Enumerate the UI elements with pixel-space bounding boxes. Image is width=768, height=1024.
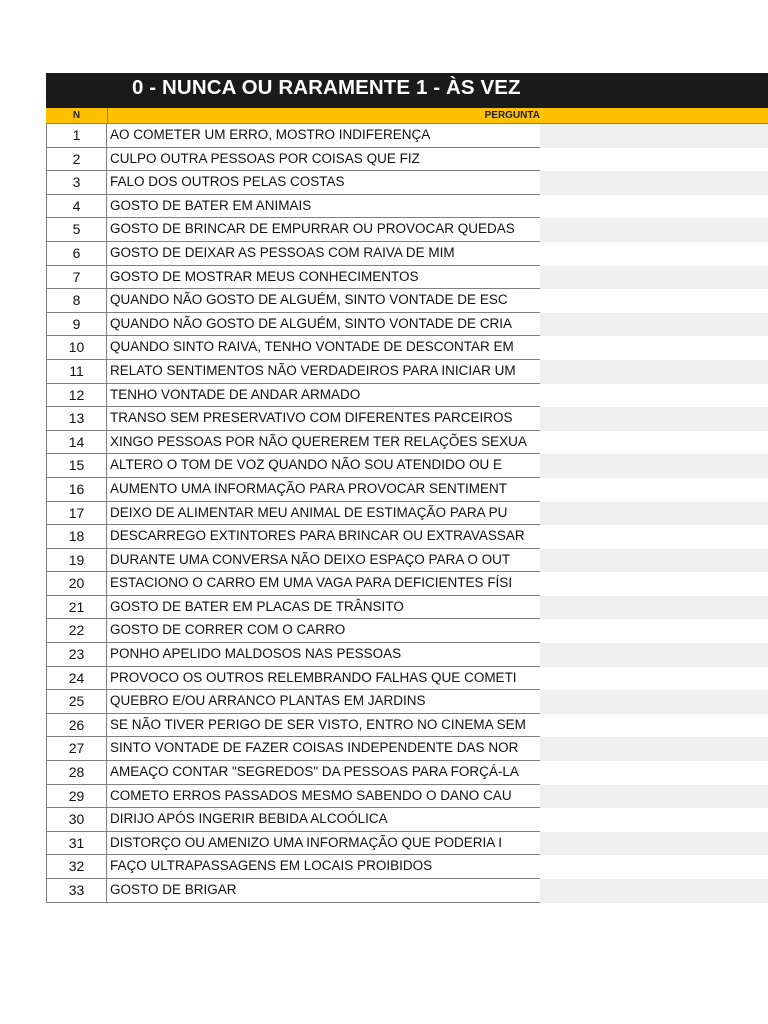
question-text: GOSTO DE CORRER COM O CARRO (107, 619, 540, 643)
row-number: 20 (46, 572, 107, 596)
answer-area (540, 124, 768, 148)
answer-area (540, 737, 768, 761)
row-number: 2 (46, 148, 107, 172)
answer-area (540, 148, 768, 172)
answer-area (540, 855, 768, 879)
table-row (46, 148, 768, 172)
table-row (46, 737, 768, 761)
title-bar (46, 73, 768, 108)
answer-area (540, 218, 768, 242)
question-text: GOSTO DE BRINCAR DE EMPURRAR OU PROVOCAR QUEDAS (107, 218, 540, 242)
question-rows (46, 124, 768, 903)
table-row (46, 360, 768, 384)
row-number: 29 (46, 785, 107, 809)
question-text: DURANTE UMA CONVERSA NÃO DEIXO ESPAÇO PARA O OUT (107, 549, 540, 573)
table-row (46, 431, 768, 455)
column-header-n: N (46, 108, 108, 123)
answer-area (540, 171, 768, 195)
answer-area (540, 336, 768, 360)
answer-area (540, 478, 768, 502)
question-text: QUANDO NÃO GOSTO DE ALGUÉM, SINTO VONTADE DE ESC (107, 289, 540, 313)
row-number: 13 (46, 407, 107, 431)
question-text: AMEAÇO CONTAR "SEGREDOS" DA PESSOAS PARA FORÇÁ-LA (107, 761, 540, 785)
question-text: QUANDO NÃO GOSTO DE ALGUÉM, SINTO VONTADE DE CRIA (107, 313, 540, 337)
table-row (46, 454, 768, 478)
row-number: 6 (46, 242, 107, 266)
question-text: GOSTO DE BATER EM PLACAS DE TRÂNSITO (107, 596, 540, 620)
answer-area (540, 667, 768, 691)
question-text: TRANSO SEM PRESERVATIVO COM DIFERENTES PARCEIROS (107, 407, 540, 431)
table-row (46, 761, 768, 785)
answer-area (540, 502, 768, 526)
table-row (46, 478, 768, 502)
table-row (46, 832, 768, 856)
row-number: 12 (46, 384, 107, 408)
question-text: RELATO SENTIMENTOS NÃO VERDADEIROS PARA INICIAR UM (107, 360, 540, 384)
table-row (46, 596, 768, 620)
table-row (46, 171, 768, 195)
answer-area (540, 572, 768, 596)
row-number: 5 (46, 218, 107, 242)
question-text: COMETO ERROS PASSADOS MESMO SABENDO O DANO CAU (107, 785, 540, 809)
answer-area (540, 643, 768, 667)
answer-area (540, 808, 768, 832)
question-text: FAÇO ULTRAPASSAGENS EM LOCAIS PROIBIDOS (107, 855, 540, 879)
row-number: 17 (46, 502, 107, 526)
answer-area (540, 407, 768, 431)
question-text: QUANDO SINTO RAIVA, TENHO VONTADE DE DESCONTAR EM (107, 336, 540, 360)
table-row (46, 242, 768, 266)
table-row (46, 714, 768, 738)
answer-area (540, 242, 768, 266)
table-row (46, 124, 768, 148)
table-row (46, 289, 768, 313)
column-header-question: PERGUNTA (484, 110, 540, 121)
row-number: 8 (46, 289, 107, 313)
row-number: 26 (46, 714, 107, 738)
question-text: GOSTO DE BATER EM ANIMAIS (107, 195, 540, 219)
question-text: AO COMETER UM ERRO, MOSTRO INDIFERENÇA (107, 124, 540, 148)
question-text: GOSTO DE MOSTRAR MEUS CONHECIMENTOS (107, 266, 540, 290)
question-text: DIRIJO APÓS INGERIR BEBIDA ALCOÓLICA (107, 808, 540, 832)
row-number: 33 (46, 879, 107, 903)
question-text: TENHO VONTADE DE ANDAR ARMADO (107, 384, 540, 408)
row-number: 7 (46, 266, 107, 290)
row-number: 27 (46, 737, 107, 761)
answer-area (540, 714, 768, 738)
answer-area (540, 619, 768, 643)
answer-area (540, 690, 768, 714)
table-row (46, 785, 768, 809)
table-row (46, 690, 768, 714)
table-row (46, 407, 768, 431)
row-number: 28 (46, 761, 107, 785)
sheet-title: 0 - NUNCA OU RARAMENTE 1 - ÀS VEZ (132, 76, 521, 99)
question-text: SE NÃO TIVER PERIGO DE SER VISTO, ENTRO NO CINEMA SEM (107, 714, 540, 738)
row-number: 24 (46, 667, 107, 691)
table-row (46, 218, 768, 242)
question-text: PONHO APELIDO MALDOSOS NAS PESSOAS (107, 643, 540, 667)
table-row (46, 502, 768, 526)
answer-area (540, 360, 768, 384)
question-text: SINTO VONTADE DE FAZER COISAS INDEPENDENTE DAS NOR (107, 737, 540, 761)
row-number: 23 (46, 643, 107, 667)
table-row (46, 619, 768, 643)
answer-area (540, 289, 768, 313)
column-header-row (46, 108, 768, 124)
row-number: 21 (46, 596, 107, 620)
table-row (46, 525, 768, 549)
answer-area (540, 785, 768, 809)
question-text: ESTACIONO O CARRO EM UMA VAGA PARA DEFICIENTES FÍSI (107, 572, 540, 596)
answer-area (540, 832, 768, 856)
row-number: 11 (46, 360, 107, 384)
table-row (46, 643, 768, 667)
row-number: 32 (46, 855, 107, 879)
answer-area (540, 266, 768, 290)
row-number: 25 (46, 690, 107, 714)
row-number: 22 (46, 619, 107, 643)
row-number: 19 (46, 549, 107, 573)
table-row (46, 266, 768, 290)
table-row (46, 879, 768, 903)
row-number: 1 (46, 124, 107, 148)
row-number: 31 (46, 832, 107, 856)
question-text: DISTORÇO OU AMENIZO UMA INFORMAÇÃO QUE PODERIA I (107, 832, 540, 856)
row-number: 16 (46, 478, 107, 502)
table-row (46, 572, 768, 596)
answer-area (540, 761, 768, 785)
row-number: 30 (46, 808, 107, 832)
row-number: 18 (46, 525, 107, 549)
question-text: DESCARREGO EXTINTORES PARA BRINCAR OU EXTRAVASSAR (107, 525, 540, 549)
question-text: GOSTO DE BRIGAR (107, 879, 540, 903)
answer-area (540, 525, 768, 549)
answer-area (540, 596, 768, 620)
answer-area (540, 313, 768, 337)
question-text: GOSTO DE DEIXAR AS PESSOAS COM RAIVA DE MIM (107, 242, 540, 266)
question-text: FALO DOS OUTROS PELAS COSTAS (107, 171, 540, 195)
question-text: CULPO OUTRA PESSOAS POR COISAS QUE FIZ (107, 148, 540, 172)
row-number: 4 (46, 195, 107, 219)
answer-area (540, 454, 768, 478)
row-number: 9 (46, 313, 107, 337)
answer-area (540, 195, 768, 219)
row-number: 14 (46, 431, 107, 455)
questionnaire-sheet (46, 73, 768, 903)
table-row (46, 667, 768, 691)
table-row (46, 384, 768, 408)
table-row (46, 855, 768, 879)
table-row (46, 336, 768, 360)
row-number: 10 (46, 336, 107, 360)
question-text: DEIXO DE ALIMENTAR MEU ANIMAL DE ESTIMAÇÃO PARA PU (107, 502, 540, 526)
answer-area (540, 384, 768, 408)
question-text: XINGO PESSOAS POR NÃO QUEREREM TER RELAÇÕES SEXUA (107, 431, 540, 455)
question-text: ALTERO O TOM DE VOZ QUANDO NÃO SOU ATENDIDO OU E (107, 454, 540, 478)
question-text: PROVOCO OS OUTROS RELEMBRANDO FALHAS QUE COMETI (107, 667, 540, 691)
row-number: 15 (46, 454, 107, 478)
question-text: QUEBRO E/OU ARRANCO PLANTAS EM JARDINS (107, 690, 540, 714)
table-row (46, 808, 768, 832)
question-text: AUMENTO UMA INFORMAÇÃO PARA PROVOCAR SENTIMENT (107, 478, 540, 502)
answer-area (540, 549, 768, 573)
answer-area (540, 879, 768, 903)
table-row (46, 549, 768, 573)
table-row (46, 313, 768, 337)
answer-area (540, 431, 768, 455)
row-number: 3 (46, 171, 107, 195)
table-row (46, 195, 768, 219)
